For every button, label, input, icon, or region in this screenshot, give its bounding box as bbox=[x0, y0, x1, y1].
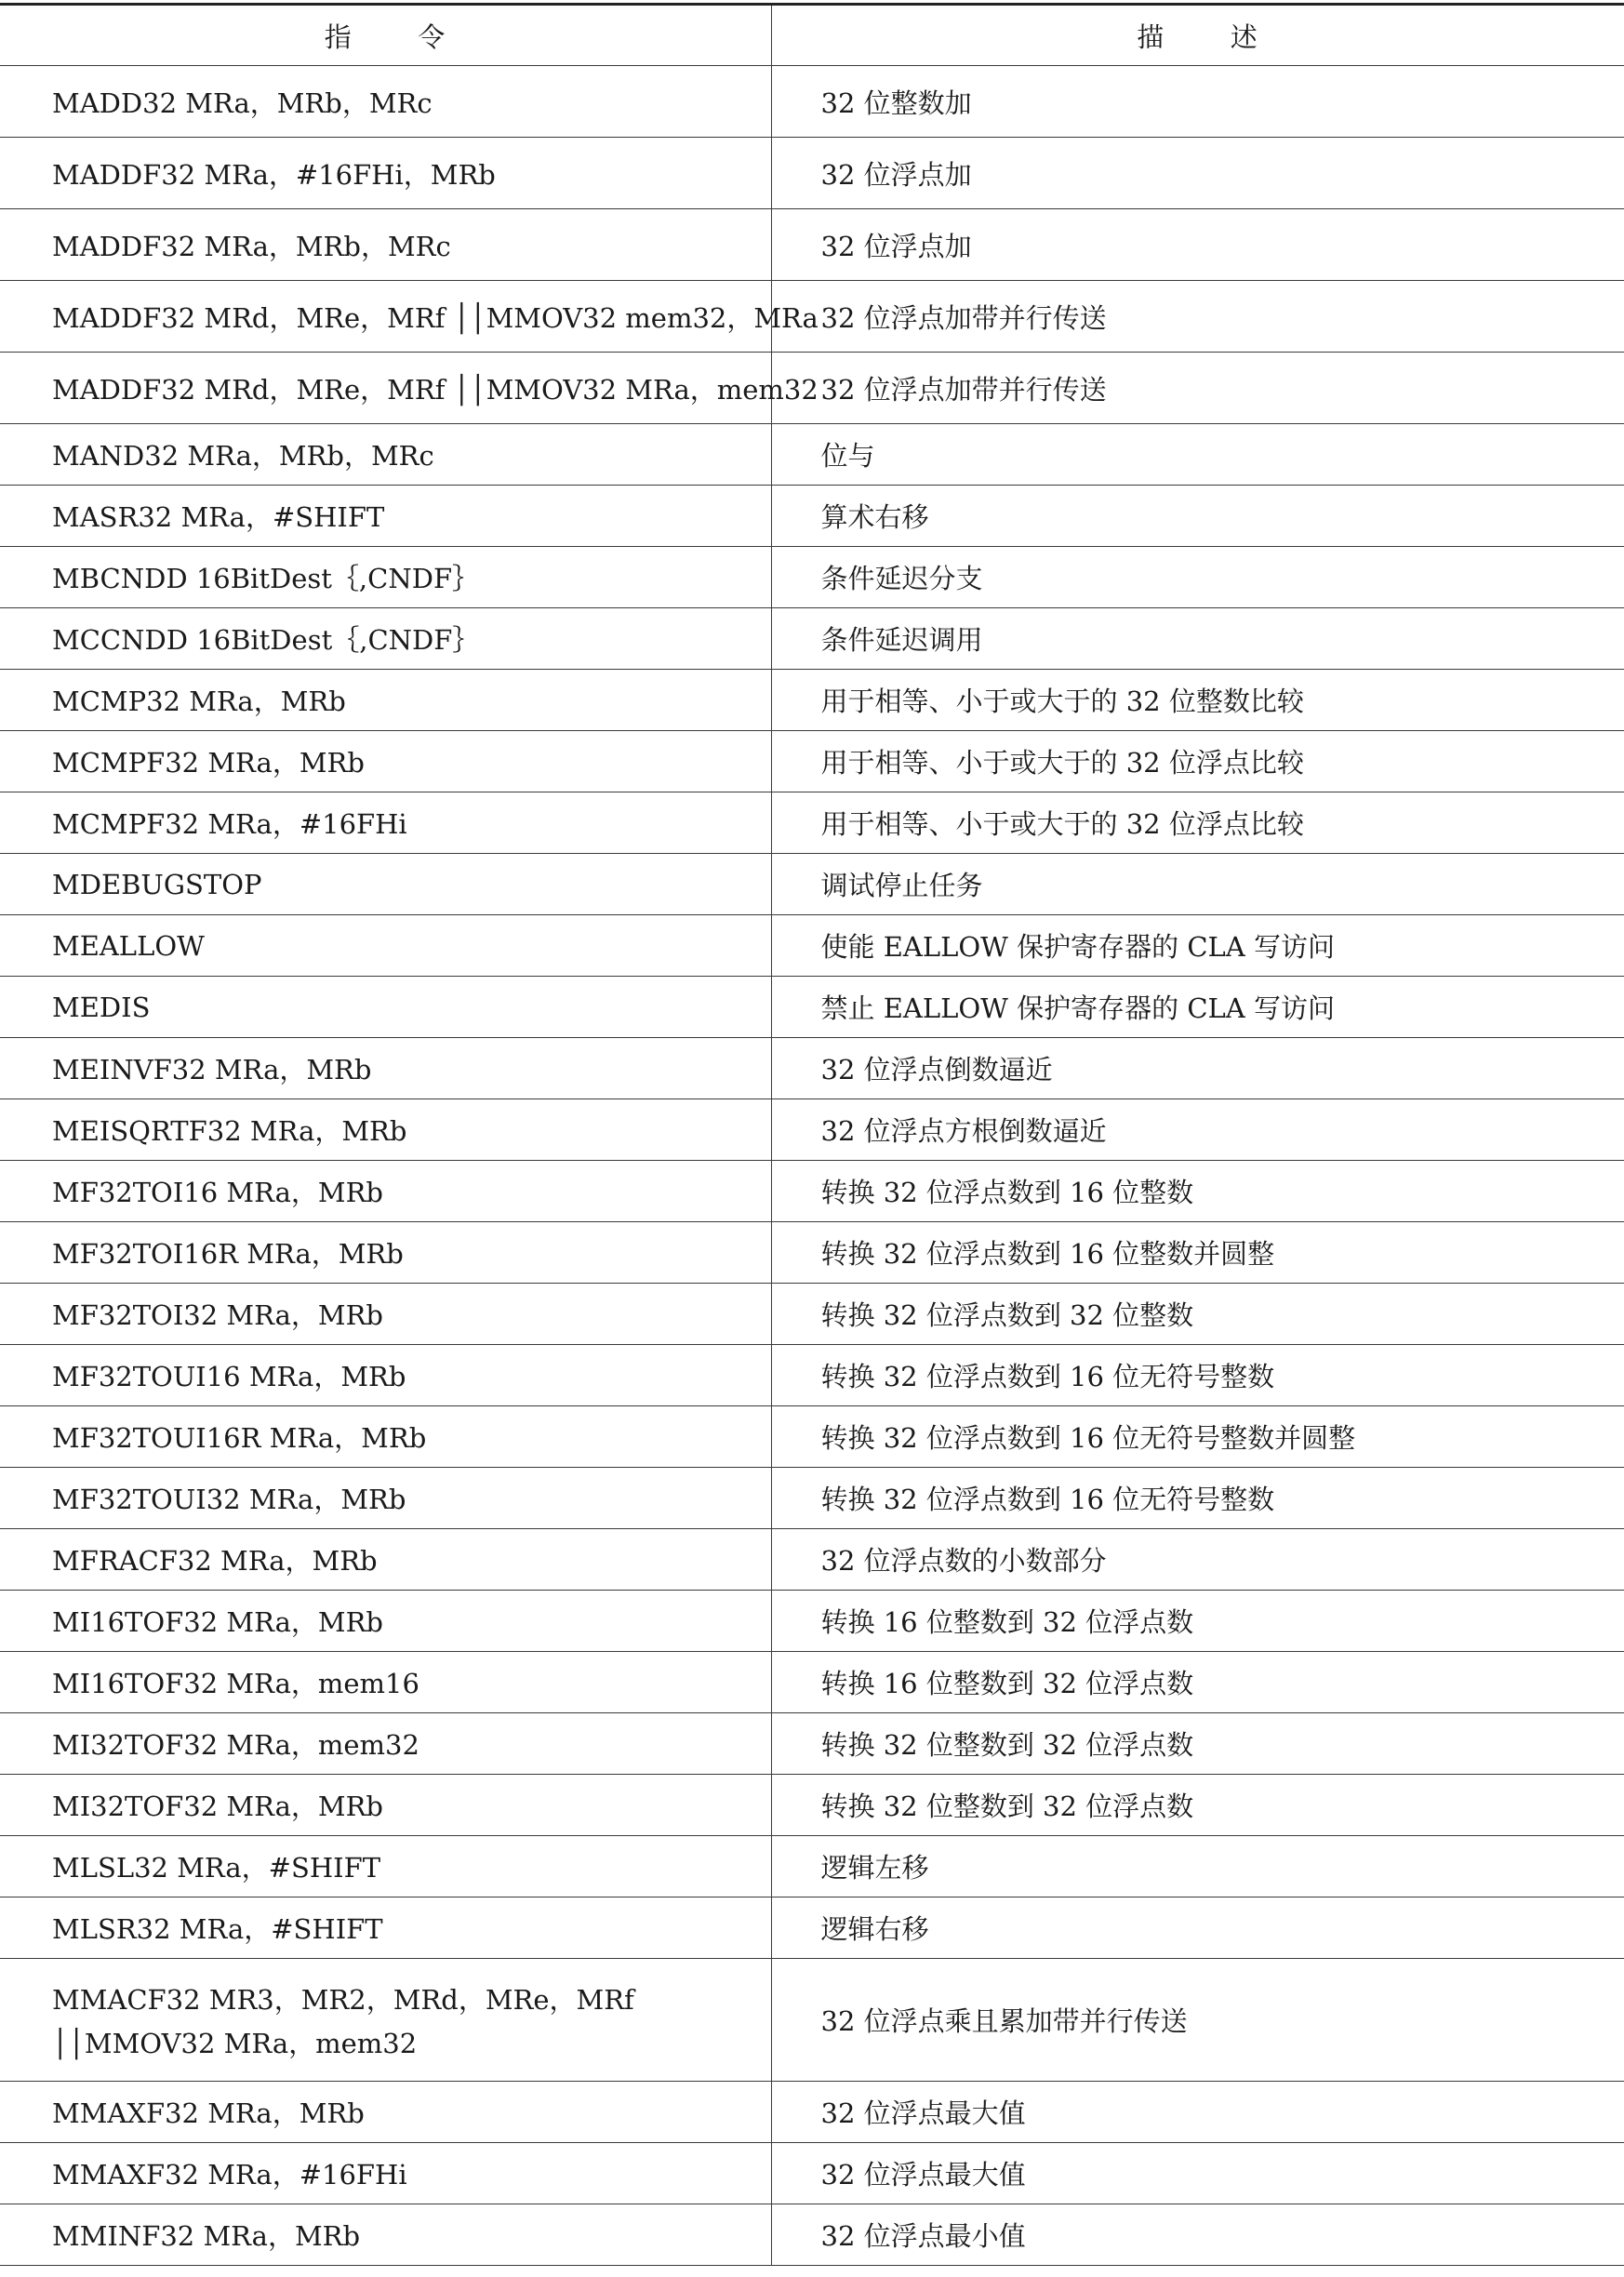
table-row bbox=[0, 1529, 1624, 1591]
description-cell: 转换 16 位整数到 32 位浮点数 bbox=[771, 1591, 1624, 1652]
table-row bbox=[0, 2143, 1624, 2204]
table-row bbox=[0, 731, 1624, 792]
table-row bbox=[0, 353, 1624, 424]
table-row bbox=[0, 1836, 1624, 1898]
instruction-table bbox=[0, 3, 1624, 2266]
instruction-cell: MCMPF32 MRa，MRb bbox=[0, 731, 771, 792]
description-cell: 转换 32 位浮点数到 16 位无符号整数并圆整 bbox=[771, 1406, 1624, 1468]
table-row bbox=[0, 1099, 1624, 1161]
instruction-cell bbox=[0, 1959, 771, 2082]
instruction-cell: MLSL32 MRa，#SHIFT bbox=[0, 1836, 771, 1898]
description-cell: 32 位浮点加带并行传送 bbox=[771, 353, 1624, 424]
table-row bbox=[0, 424, 1624, 486]
instruction-header-char1: 指 bbox=[324, 20, 353, 53]
description-cell: 32 位浮点最小值 bbox=[771, 2204, 1624, 2266]
instruction-cell: MADDF32 MRd，MRe，MRf ││MMOV32 mem32，MRa bbox=[0, 281, 771, 353]
table-row bbox=[0, 1652, 1624, 1713]
description-cell: 转换 32 位整数到 32 位浮点数 bbox=[771, 1713, 1624, 1775]
description-cell: 转换 32 位整数到 32 位浮点数 bbox=[771, 1775, 1624, 1836]
instruction-cell: MAND32 MRa，MRb，MRc bbox=[0, 424, 771, 486]
table-row bbox=[0, 1284, 1624, 1345]
instruction-line-2: ││MMOV32 MRa，mem32 bbox=[52, 2027, 418, 2059]
instruction-cell: MF32TOI32 MRa，MRb bbox=[0, 1284, 771, 1345]
table-row bbox=[0, 209, 1624, 281]
table-row bbox=[0, 915, 1624, 977]
table-row bbox=[0, 608, 1624, 670]
instruction-cell: MMINF32 MRa，MRb bbox=[0, 2204, 771, 2266]
description-cell: 32 位浮点倒数逼近 bbox=[771, 1038, 1624, 1099]
instruction-cell: MI16TOF32 MRa，mem16 bbox=[0, 1652, 771, 1713]
description-cell: 禁止 EALLOW 保护寄存器的 CLA 写访问 bbox=[771, 977, 1624, 1038]
instruction-cell: MI32TOF32 MRa，mem32 bbox=[0, 1713, 771, 1775]
instruction-header-char2: 令 bbox=[418, 20, 446, 53]
instruction-cell: MF32TOI16 MRa，MRb bbox=[0, 1161, 771, 1222]
table-row bbox=[0, 547, 1624, 608]
instruction-cell: MI16TOF32 MRa，MRb bbox=[0, 1591, 771, 1652]
instruction-cell: MADDF32 MRa，MRb，MRc bbox=[0, 209, 771, 281]
instruction-cell: MEISQRTF32 MRa，MRb bbox=[0, 1099, 771, 1161]
description-cell: 32 位浮点加带并行传送 bbox=[771, 281, 1624, 353]
instruction-line-1: MMACF32 MR3，MR2，MRd，MRe，MRf bbox=[52, 1983, 634, 2016]
table-row bbox=[0, 1898, 1624, 1959]
table-row bbox=[0, 1406, 1624, 1468]
instruction-cell: MEALLOW bbox=[0, 915, 771, 977]
instruction-cell: MCCNDD 16BitDest｛,CNDF｝ bbox=[0, 608, 771, 670]
description-cell: 逻辑右移 bbox=[771, 1898, 1624, 1959]
description-cell: 逻辑左移 bbox=[771, 1836, 1624, 1898]
table-row bbox=[0, 2082, 1624, 2143]
table-row bbox=[0, 1775, 1624, 1836]
instruction-cell: MASR32 MRa，#SHIFT bbox=[0, 486, 771, 547]
table-row bbox=[0, 670, 1624, 731]
table-row bbox=[0, 281, 1624, 353]
instruction-cell: MMAXF32 MRa，#16FHi bbox=[0, 2143, 771, 2204]
description-cell: 转换 32 位浮点数到 32 位整数 bbox=[771, 1284, 1624, 1345]
description-cell: 算术右移 bbox=[771, 486, 1624, 547]
table-row bbox=[0, 1161, 1624, 1222]
table-row bbox=[0, 486, 1624, 547]
instruction-cell: MLSR32 MRa，#SHIFT bbox=[0, 1898, 771, 1959]
table-row bbox=[0, 138, 1624, 209]
description-cell: 32 位浮点最大值 bbox=[771, 2143, 1624, 2204]
instruction-cell: MMAXF32 MRa，MRb bbox=[0, 2082, 771, 2143]
instruction-cell: MFRACF32 MRa，MRb bbox=[0, 1529, 771, 1591]
instruction-cell: MEINVF32 MRa，MRb bbox=[0, 1038, 771, 1099]
instruction-cell: MCMP32 MRa，MRb bbox=[0, 670, 771, 731]
instruction-cell: MADD32 MRa，MRb，MRc bbox=[0, 66, 771, 138]
description-cell: 转换 16 位整数到 32 位浮点数 bbox=[771, 1652, 1624, 1713]
description-cell: 用于相等、小于或大于的 32 位浮点比较 bbox=[771, 731, 1624, 792]
table-row bbox=[0, 854, 1624, 915]
description-cell: 32 位浮点加 bbox=[771, 209, 1624, 281]
description-cell: 32 位浮点数的小数部分 bbox=[771, 1529, 1624, 1591]
table-row bbox=[0, 2204, 1624, 2266]
table-row bbox=[0, 977, 1624, 1038]
instruction-cell: MI32TOF32 MRa，MRb bbox=[0, 1775, 771, 1836]
table-row bbox=[0, 1959, 1624, 2082]
instruction-column-header bbox=[0, 5, 771, 66]
instruction-cell: MCMPF32 MRa，#16FHi bbox=[0, 792, 771, 854]
instruction-cell: MF32TOUI16 MRa，MRb bbox=[0, 1345, 771, 1406]
table-row bbox=[0, 1468, 1624, 1529]
description-cell: 用于相等、小于或大于的 32 位浮点比较 bbox=[771, 792, 1624, 854]
table-row bbox=[0, 1713, 1624, 1775]
description-cell: 32 位浮点乘且累加带并行传送 bbox=[771, 1959, 1624, 2082]
table-row bbox=[0, 1222, 1624, 1284]
description-cell: 32 位整数加 bbox=[771, 66, 1624, 138]
instruction-cell: MF32TOI16R MRa，MRb bbox=[0, 1222, 771, 1284]
description-cell: 条件延迟分支 bbox=[771, 547, 1624, 608]
instruction-cell: MDEBUGSTOP bbox=[0, 854, 771, 915]
instruction-cell: MF32TOUI16R MRa，MRb bbox=[0, 1406, 771, 1468]
description-cell: 32 位浮点最大值 bbox=[771, 2082, 1624, 2143]
description-cell: 用于相等、小于或大于的 32 位整数比较 bbox=[771, 670, 1624, 731]
description-cell: 条件延迟调用 bbox=[771, 608, 1624, 670]
description-cell: 使能 EALLOW 保护寄存器的 CLA 写访问 bbox=[771, 915, 1624, 977]
instruction-cell: MBCNDD 16BitDest｛,CNDF｝ bbox=[0, 547, 771, 608]
table-row bbox=[0, 1591, 1624, 1652]
description-cell: 转换 32 位浮点数到 16 位整数并圆整 bbox=[771, 1222, 1624, 1284]
description-cell: 转换 32 位浮点数到 16 位无符号整数 bbox=[771, 1468, 1624, 1529]
description-cell: 转换 32 位浮点数到 16 位整数 bbox=[771, 1161, 1624, 1222]
description-header-char1: 描 bbox=[1137, 20, 1165, 53]
description-column-header bbox=[771, 5, 1624, 66]
description-cell: 位与 bbox=[771, 424, 1624, 486]
description-cell: 调试停止任务 bbox=[771, 854, 1624, 915]
header-row bbox=[0, 5, 1624, 66]
description-cell: 32 位浮点方根倒数逼近 bbox=[771, 1099, 1624, 1161]
description-cell: 32 位浮点加 bbox=[771, 138, 1624, 209]
table-row bbox=[0, 1345, 1624, 1406]
instruction-cell: MADDF32 MRa，#16FHi，MRb bbox=[0, 138, 771, 209]
table-row bbox=[0, 1038, 1624, 1099]
table-row bbox=[0, 792, 1624, 854]
instruction-cell: MEDIS bbox=[0, 977, 771, 1038]
instruction-cell: MADDF32 MRd，MRe，MRf ││MMOV32 MRa，mem32 bbox=[0, 353, 771, 424]
instruction-cell: MF32TOUI32 MRa，MRb bbox=[0, 1468, 771, 1529]
table-row bbox=[0, 66, 1624, 138]
description-cell: 转换 32 位浮点数到 16 位无符号整数 bbox=[771, 1345, 1624, 1406]
description-header-char2: 述 bbox=[1230, 20, 1259, 53]
